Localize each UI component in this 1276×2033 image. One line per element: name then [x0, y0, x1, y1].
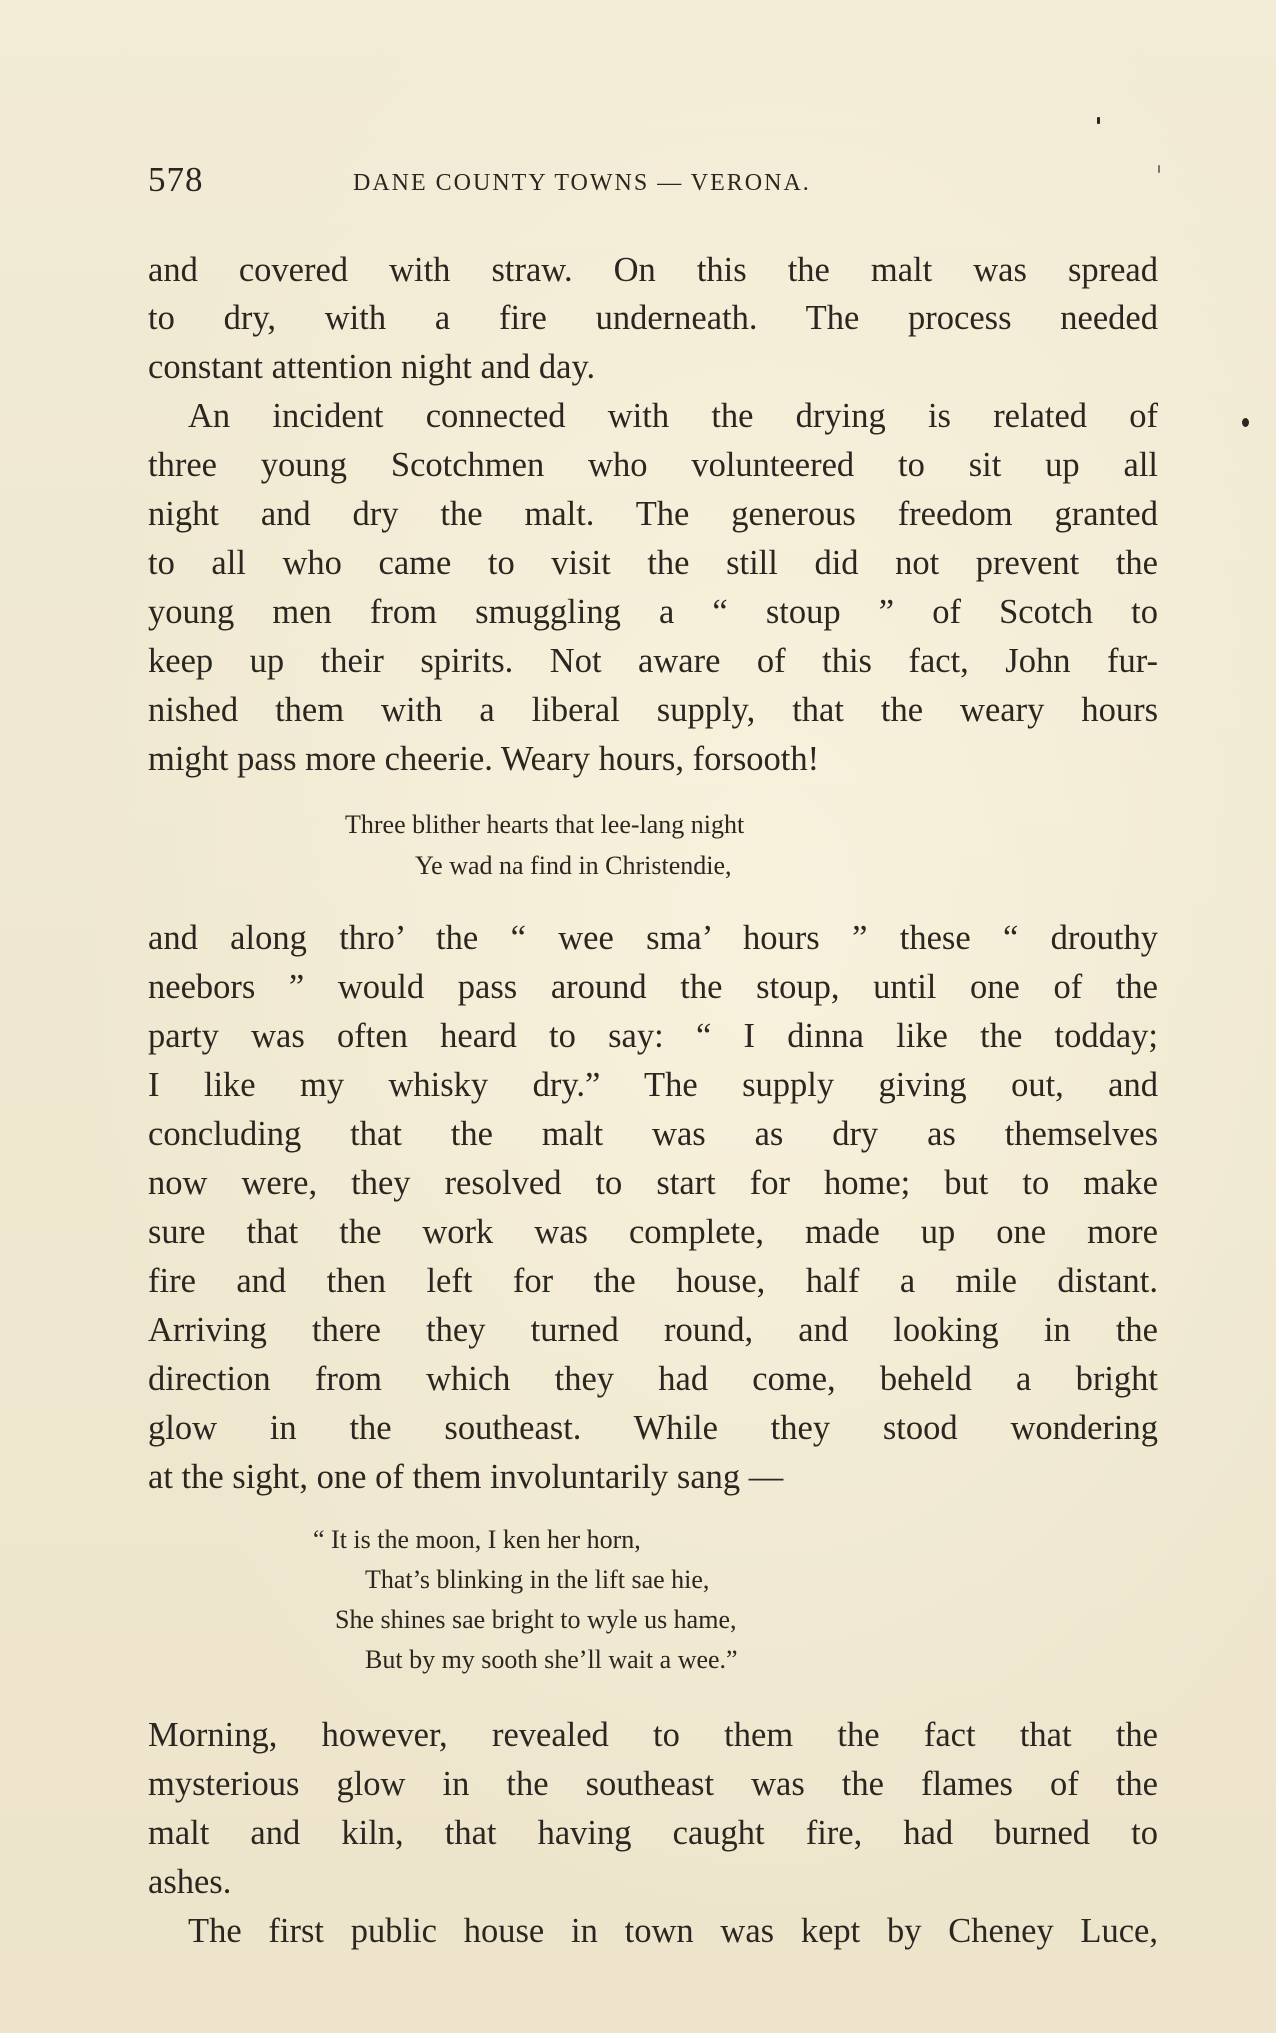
text-line: malt and kiln, that having caught fire, had burned to	[148, 1814, 1158, 1852]
text-line: Arriving there they turned round, and looking in the	[148, 1311, 1158, 1349]
text-line: young men from smuggling a “ stoup ” of Scotch to	[148, 593, 1158, 631]
text-line: keep up their spirits. Not aware of this fact, John fur-	[148, 642, 1158, 680]
ink-speck	[1242, 418, 1249, 427]
verse-line: Ye wad na find in Christendie,	[415, 851, 732, 880]
text-line: nished them with a liberal supply, that the weary hours	[148, 691, 1158, 729]
text-line: and covered with straw. On this the malt was spread	[148, 251, 1158, 289]
text-line: fire and then left for the house, half a mile distant.	[148, 1262, 1158, 1300]
text-line: to all who came to visit the still did not prevent the	[148, 544, 1158, 582]
text-line: three young Scotchmen who volunteered to sit up all	[148, 446, 1158, 484]
text-line: mysterious glow in the southeast was the flames of the	[148, 1765, 1158, 1803]
text-line: might pass more cheerie. Weary hours, forsooth!	[148, 740, 820, 778]
text-line: concluding that the malt was as dry as themselves	[148, 1115, 1158, 1153]
running-head: DANE COUNTY TOWNS — VERONA.	[353, 170, 811, 196]
text-line: neebors ” would pass around the stoup, until one of the	[148, 968, 1158, 1006]
verse-line: But by my sooth she’ll wait a wee.”	[365, 1645, 738, 1674]
verse-line: She shines sae bright to wyle us hame,	[335, 1605, 737, 1634]
text-line: glow in the southeast. While they stood wondering	[148, 1409, 1158, 1447]
text-line: to dry, with a fire underneath. The process needed	[148, 299, 1158, 337]
text-line: at the sight, one of them involuntarily sang —	[148, 1458, 784, 1496]
text-line: night and dry the malt. The generous freedom granted	[148, 495, 1158, 533]
verse-line: Three blither hearts that lee-lang night	[345, 810, 745, 839]
text-line: Morning, however, revealed to them the fact that the	[148, 1716, 1158, 1754]
ink-speck	[1097, 117, 1100, 124]
text-line: The first public house in town was kept by Cheney Luce,	[188, 1912, 1158, 1950]
text-line: now were, they resolved to start for home; but to make	[148, 1164, 1158, 1202]
verse-line: That’s blinking in the lift sae hie,	[365, 1565, 710, 1594]
text-line: sure that the work was complete, made up one more	[148, 1213, 1158, 1251]
text-line: I like my whisky dry.” The supply giving out, and	[148, 1066, 1158, 1104]
text-line: direction from which they had come, beheld a bright	[148, 1360, 1158, 1398]
ink-speck	[1158, 165, 1160, 173]
verse-line: “ It is the moon, I ken her horn,	[313, 1525, 641, 1554]
page-number: 578	[148, 160, 204, 199]
page-header	[148, 160, 1148, 206]
text-line: party was often heard to say: “ I dinna like the todday;	[148, 1017, 1158, 1055]
text-line: ashes.	[148, 1863, 232, 1901]
text-line: constant attention night and day.	[148, 348, 596, 386]
text-line: An incident connected with the drying is related of	[188, 397, 1158, 435]
text-line: and along thro’ the “ wee sma’ hours ” these “ drouthy	[148, 919, 1158, 957]
